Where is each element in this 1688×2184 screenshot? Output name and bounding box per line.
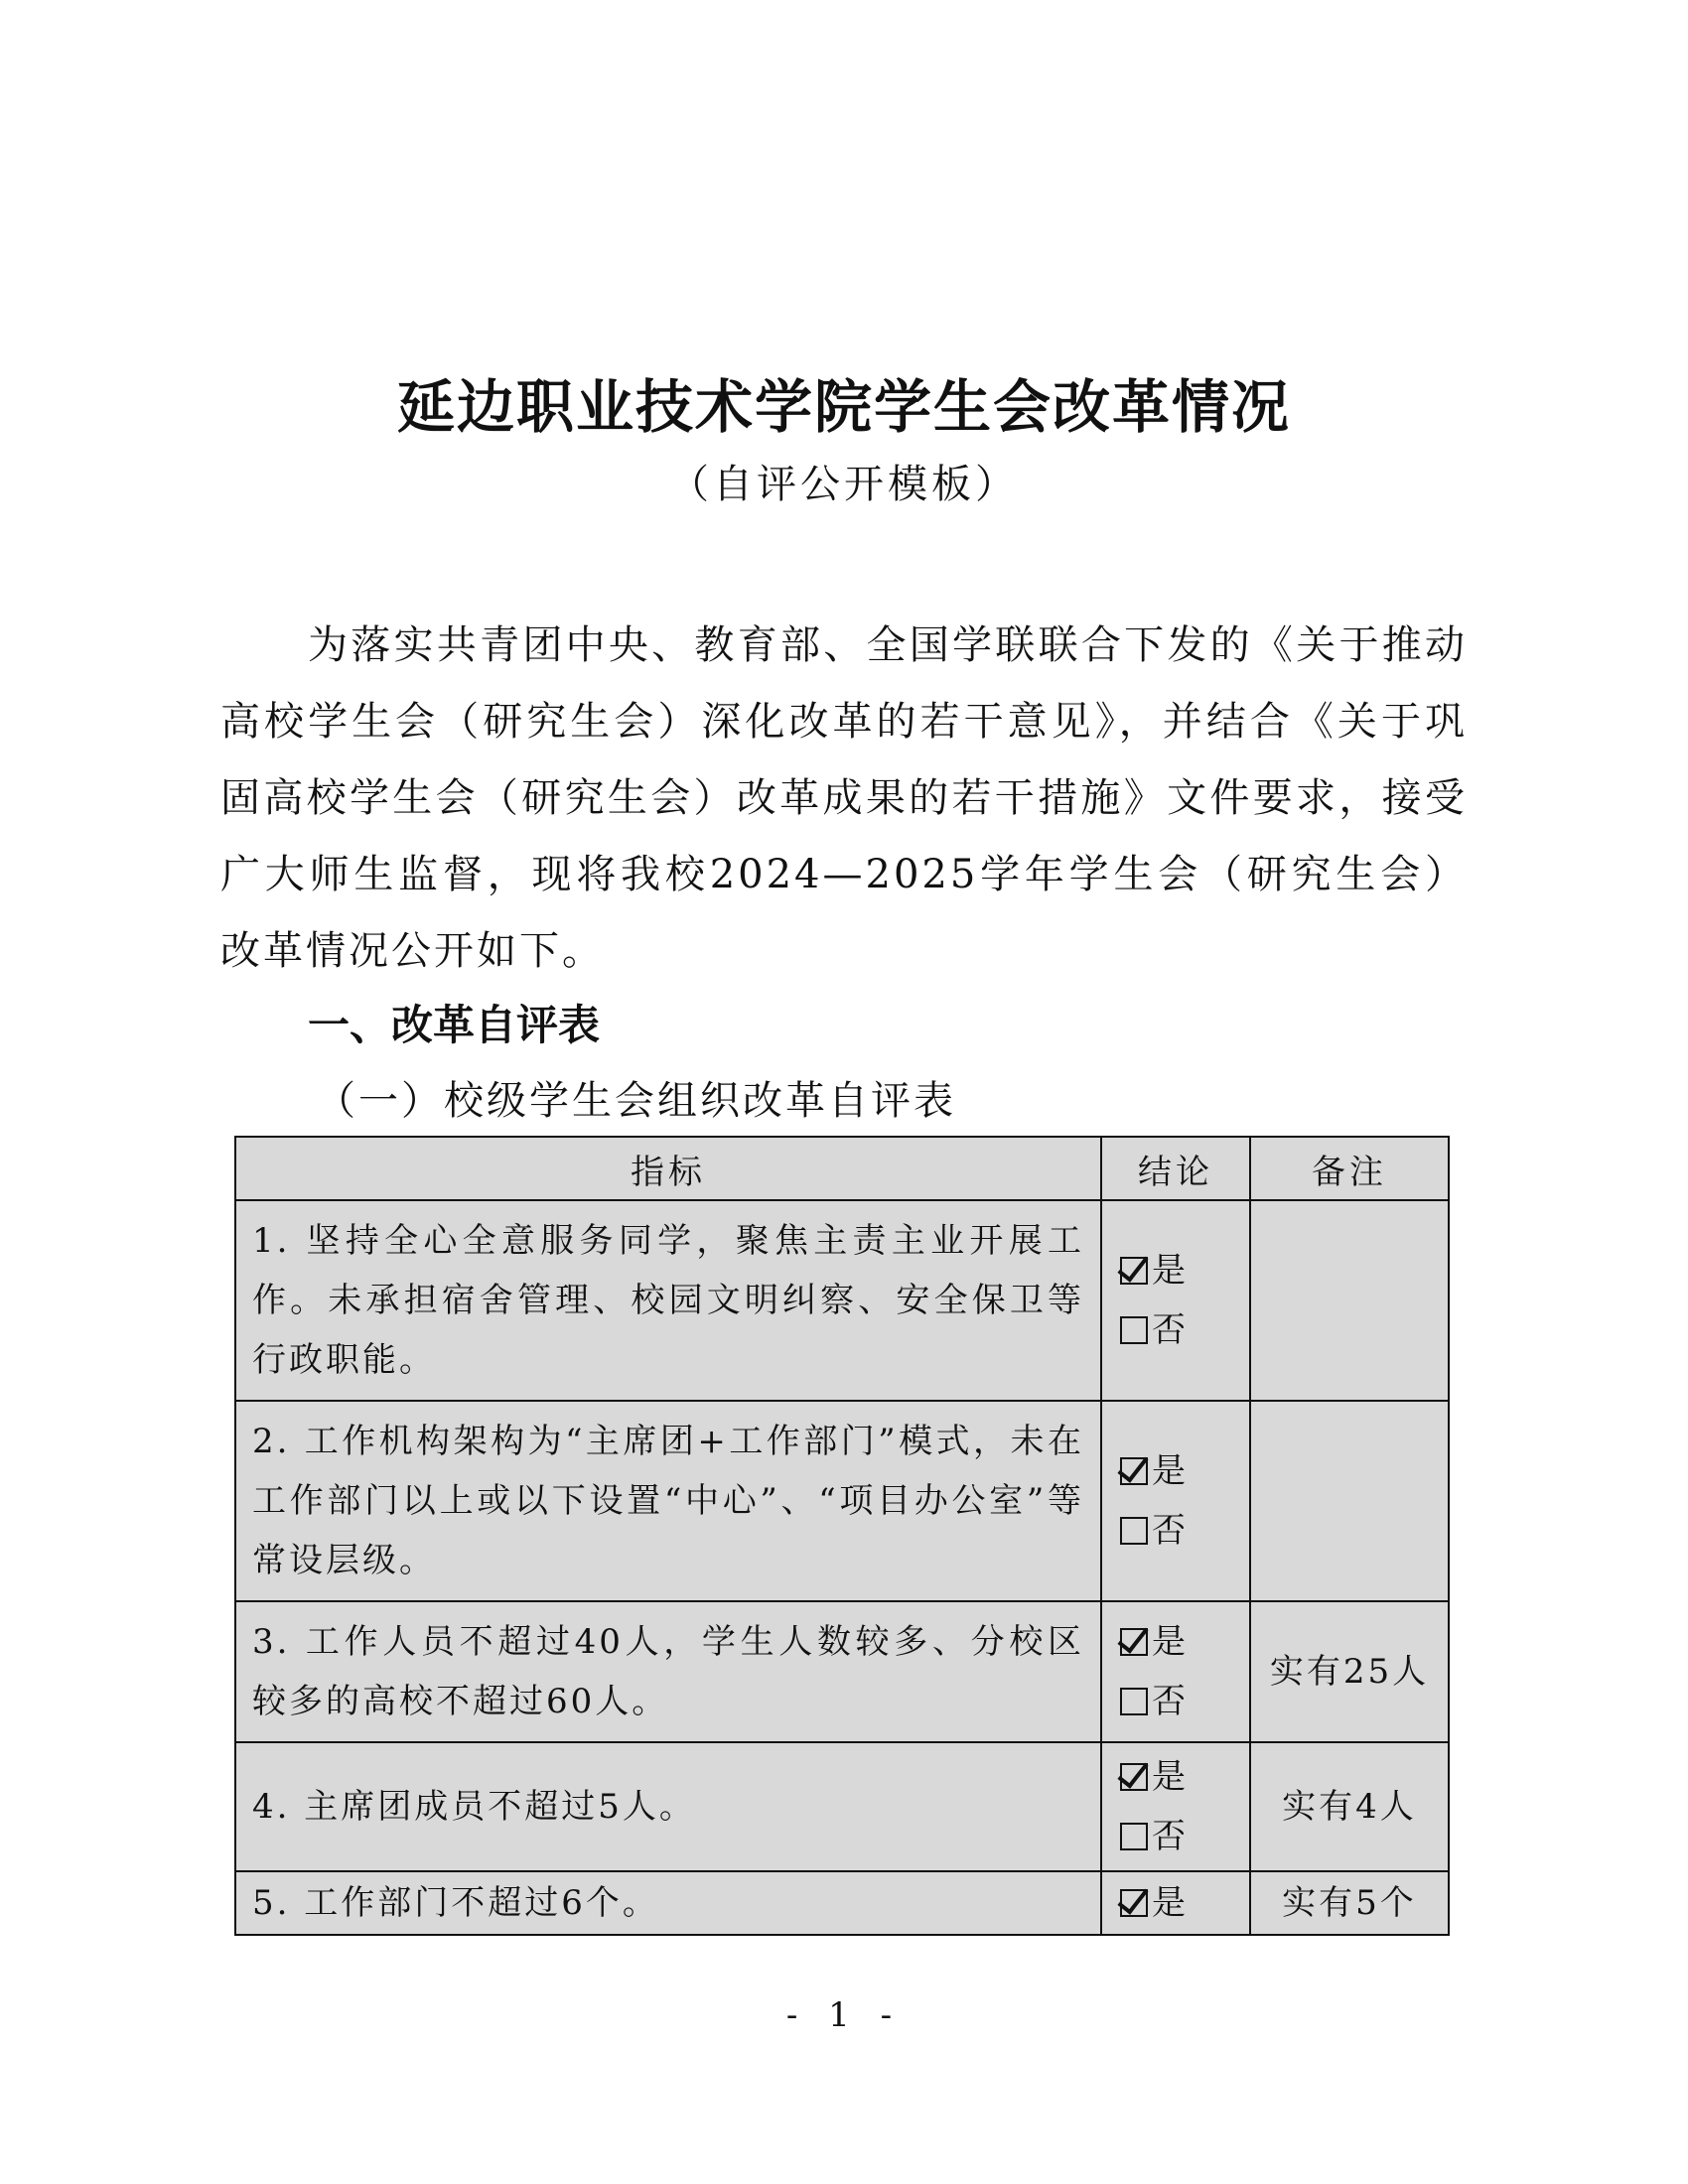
unchecked-checkbox-icon[interactable] [1120, 1316, 1148, 1344]
document-subtitle: （自评公开模板） [669, 462, 1019, 507]
checked-checkbox-icon[interactable] [1120, 1628, 1148, 1656]
no-option[interactable] [1120, 1672, 1249, 1731]
indicator-cell: 3. 工作人员不超过40人，学生人数较多、分校区较多的高校不超过60人。 [235, 1601, 1101, 1742]
conclusion-cell [1101, 1401, 1250, 1601]
indicator-cell: 1. 坚持全心全意服务同学，聚焦主责主业开展工作。未承担宿舍管理、校园文明纠察、安全保卫等行政职能。 [235, 1200, 1101, 1401]
checked-checkbox-icon[interactable] [1120, 1457, 1148, 1485]
yes-option[interactable] [1120, 1241, 1249, 1300]
yes-label: 是 [1152, 1251, 1186, 1291]
table-row [235, 1401, 1449, 1601]
yes-label: 是 [1152, 1883, 1186, 1923]
no-label: 否 [1152, 1310, 1186, 1350]
indicator-cell: 4. 主席团成员不超过5人。 [235, 1742, 1101, 1871]
unchecked-checkbox-icon[interactable] [1120, 1517, 1148, 1545]
yes-label: 是 [1152, 1622, 1186, 1662]
table-row [235, 1200, 1449, 1401]
no-label: 否 [1152, 1817, 1186, 1856]
yes-option[interactable] [1120, 1747, 1249, 1807]
yes-label: 是 [1152, 1757, 1186, 1797]
note-cell [1250, 1401, 1449, 1601]
checked-checkbox-icon[interactable] [1120, 1889, 1148, 1917]
note-cell [1250, 1200, 1449, 1401]
table-row [235, 1601, 1449, 1742]
table-header-row [235, 1137, 1449, 1200]
no-option[interactable] [1120, 1807, 1249, 1866]
conclusion-cell [1101, 1200, 1250, 1401]
note-cell: 实有4人 [1250, 1742, 1449, 1871]
subsection-heading-school-union: （一）校级学生会组织改革自评表 [316, 1078, 956, 1124]
document-title: 延边职业技术学院学生会改革情况 [396, 373, 1291, 441]
table-row [235, 1742, 1449, 1871]
conclusion-cell [1101, 1601, 1250, 1742]
indicator-cell: 2. 工作机构架构为“主席团+工作部门”模式，未在工作部门以上或以下设置“中心”、“项目办公室”等常设层级。 [235, 1401, 1101, 1601]
conclusion-cell [1101, 1871, 1250, 1935]
no-option[interactable] [1120, 1300, 1249, 1360]
conclusion-cell [1101, 1742, 1250, 1871]
unchecked-checkbox-icon[interactable] [1120, 1688, 1148, 1715]
note-cell: 实有25人 [1250, 1601, 1449, 1742]
checked-checkbox-icon[interactable] [1120, 1257, 1148, 1285]
header-conclusion: 结论 [1101, 1137, 1250, 1200]
checked-checkbox-icon[interactable] [1120, 1763, 1148, 1791]
no-label: 否 [1152, 1511, 1186, 1551]
section-heading-self-evaluation: 一、改革自评表 [308, 1001, 601, 1049]
yes-label: 是 [1152, 1451, 1186, 1491]
header-note: 备注 [1250, 1137, 1449, 1200]
header-indicator: 指标 [235, 1137, 1101, 1200]
no-option[interactable] [1120, 1501, 1249, 1561]
indicator-cell: 5. 工作部门不超过6个。 [235, 1871, 1101, 1935]
self-evaluation-table [234, 1136, 1450, 1936]
note-cell: 实有5个 [1250, 1871, 1449, 1935]
yes-option[interactable] [1120, 1873, 1249, 1933]
page-number: - 1 - [785, 1995, 903, 2035]
table-row [235, 1871, 1449, 1935]
intro-paragraph: 为落实共青团中央、教育部、全国学联联合下发的《关于推动高校学生会（研究生会）深化改革的若干意见》，并结合《关于巩固高校学生会（研究生会）改革成果的若干措施》文件要求，接受广大师生监督，现将我校2024—2025学年学生会（研究生会）改革情况公开如下。 [220, 622, 1468, 974]
yes-option[interactable] [1120, 1441, 1249, 1501]
unchecked-checkbox-icon[interactable] [1120, 1823, 1148, 1850]
yes-option[interactable] [1120, 1612, 1249, 1672]
no-label: 否 [1152, 1682, 1186, 1721]
